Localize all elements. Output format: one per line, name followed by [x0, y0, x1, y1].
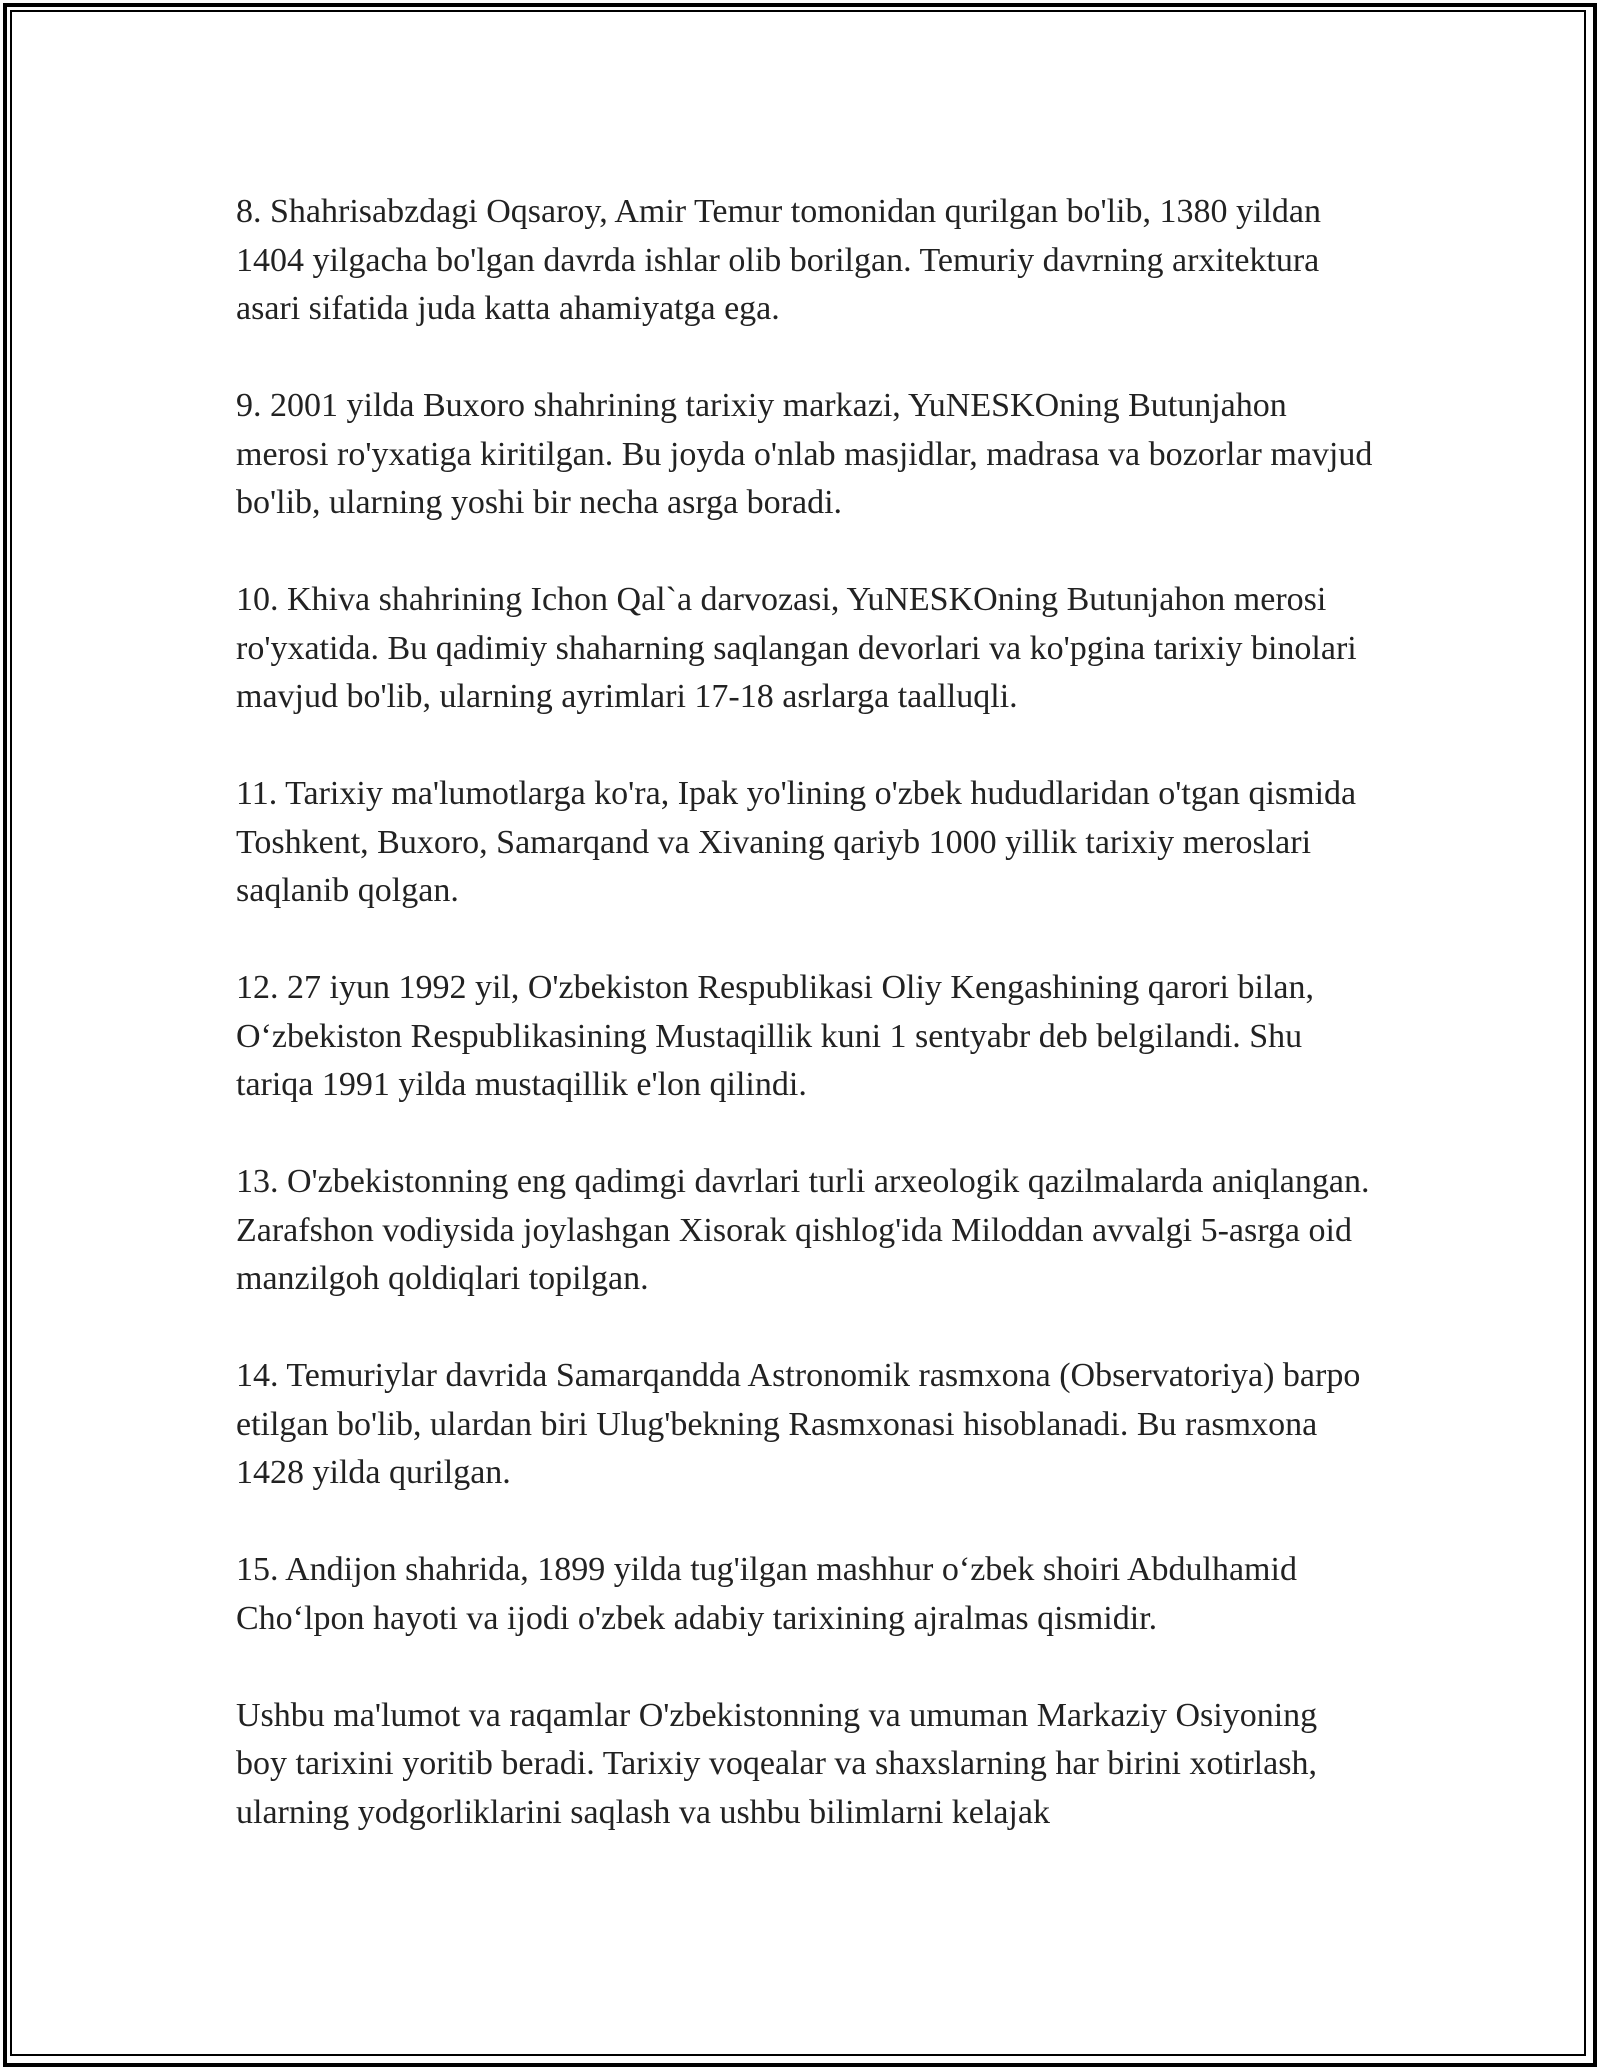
document-body: [236, 188, 1376, 1837]
paragraph-10: 10. Khiva shahrining Ichon Qal`a darvozasi, YuNESKOning Butunjahon merosi ro'yxatida. Bu qadimiy shaharning saqlangan devorlari va ko'pgina tarixiy binolari mavjud bo'lib, ularning ayrimlari 17-18 asrlarga taalluqli.: [236, 581, 1357, 715]
paragraph-13: 13. O'zbekistonning eng qadimgi davrlari turli arxeologik qazilmalarda aniqlangan. Zarafshon vodiysida joylashgan Xisorak qishlog'ida Miloddan avvalgi 5-asrga oid manzilgoh qoldiqlari topilgan.: [236, 1163, 1370, 1297]
paragraph-9: 9. 2001 yilda Buxoro shahrining tarixiy markazi, YuNESKOning Butunjahon merosi ro'yxatiga kiritilgan. Bu joyda o'nlab masjidlar, madrasa va bozorlar mavjud bo'lib, ularning yoshi bir necha asrga boradi.: [236, 387, 1373, 521]
paragraph-14: 14. Temuriylar davrida Samarqandda Astronomik rasmxona (Observatoriya) barpo etilgan bo'lib, ulardan biri Ulug'bekning Rasmxonasi hisoblanadi. Bu rasmxona 1428 yilda qurilgan.: [236, 1357, 1361, 1491]
paragraph-12: 12. 27 iyun 1992 yil, O'zbekiston Respublikasi Oliy Kengashining qarori bilan, O‘zbekiston Respublikasining Mustaqillik kuni 1 sentyabr deb belgilandi. Shu tariqa 1991 yilda mustaqillik e'lon qilindi.: [236, 969, 1314, 1103]
paragraph-11: 11. Tarixiy ma'lumotlarga ko'ra, Ipak yo'lining o'zbek hududlaridan o'tgan qismida Toshkent, Buxoro, Samarqand va Xivaning qariyb 1000 yillik tarixiy meroslari saqlanib qolgan.: [236, 775, 1357, 909]
paragraph-8: 8. Shahrisabzdagi Oqsaroy, Amir Temur tomonidan qurilgan bo'lib, 1380 yildan 1404 yilgacha bo'lgan davrda ishlar olib borilgan. Temuriy davrning arxitektura asari sifatida juda katta ahamiyatga ega.: [236, 193, 1321, 327]
paragraph-conclusion: Ushbu ma'lumot va raqamlar O'zbekistonning va umuman Markaziy Osiyoning boy tarixini yoritib beradi. Tarixiy voqealar va shaxslarning har birini xotirlash, ularning yodgorliklarini saqlash va ushbu bilimlarni kelajak: [236, 1696, 1318, 1831]
paragraph-15: 15. Andijon shahrida, 1899 yilda tug'ilgan mashhur o‘zbek shoiri Abdulhamid Cho‘lpon hayoti va ijodi o'zbek adabiy tarixining ajralmas qismidir.: [236, 1551, 1297, 1637]
